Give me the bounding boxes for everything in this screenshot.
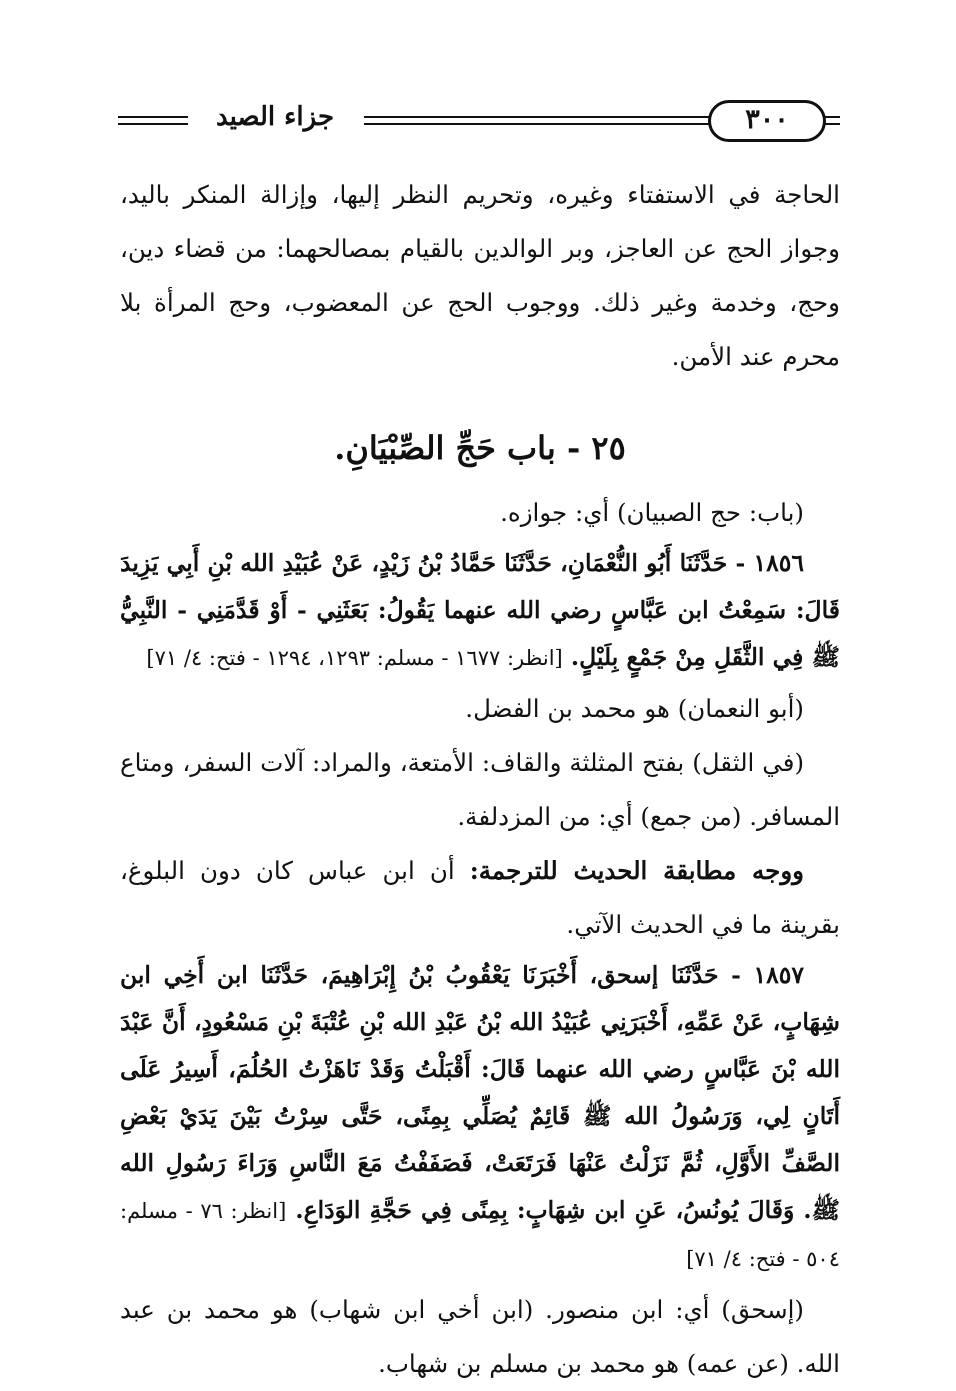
hadith-text: ١٨٥٧ - حَدَّثَنَا إسحق، أَخْبَرَنَا يَعْقُوبُ بْنُ إِبْرَاهِيمَ، حَدَّثَنَا ابن أَخِي ابن شِهَابٍ، عَنْ عَمِّهِ، أَخْبَرَنِي عُبَيْدُ الله بْنُ عَبْدِ الله بْنِ عُتْبَةَ بْنِ مَسْعُودٍ، أَنَّ عَبْدَ الله بْنَ عَبَّاسٍ رضي الله عنهما قَالَ: أَقْبَلْتُ وَقَدْ نَاهَزْتُ الحُلُمَ، أَسِيرُ عَلَى أَتَانٍ لِي، وَرَسُولُ الله ﷺ قَائِمٌ يُصَلِّي بِمِنًى، حَتَّى سِرْتُ بَيْنَ يَدَيْ بَعْضِ الصَّفِّ الأَوَّلِ، ثُمَّ نَزَلْتُ عَنْهَا فَرَتَعَتْ، فَصَفَفْتُ مَعَ النَّاسِ وَرَاءَ رَسُولِ الله ﷺ. وَقَالَ يُونُسُ، عَنِ ابن شِهَابٍ: بِمِنًى فِي حَجَّةِ الوَدَاعِ. (120, 961, 841, 1224)
commentary-paragraph: (إسحق) أي: ابن منصور. (ابن أخي ابن شهاب) هو محمد بن عبد الله. (عن عمه) هو محمد بن مسلم بن شهاب. (120, 1295, 840, 1378)
hadith-1856 (120, 540, 840, 682)
page-number-badge: ٣٠٠ (708, 100, 826, 142)
hadith-1857 (120, 952, 840, 1283)
header-rule-left (118, 116, 188, 125)
chapter-note: (باب: حج الصبيان) أي: جوازه. (500, 498, 804, 527)
hadith-reference: [انظر: ١٦٧٧ - مسلم: ١٢٩٣، ١٢٩٤ - فتح: ٤/ ٧١] (146, 646, 563, 670)
commentary-paragraph: (أبو النعمان) هو محمد بن الفضل. (465, 694, 804, 723)
match-text: أن ابن عباس كان دون البلوغ، بقرينة ما في الحديث الآتي. (120, 856, 840, 939)
header-rule-right (829, 116, 840, 125)
section-title: جزاء الصيد (215, 102, 335, 132)
hadith-text: ١٨٥٦ - حَدَّثَنَا أَبُو النُّعْمَانِ، حَدَّثَنَا حَمَّادُ بْنُ زَيْدٍ، عَنْ عُبَيْدِ الله بْنِ أَبِي يَزِيدَ قَالَ: سَمِعْتُ ابن عَبَّاسٍ رضي الله عنهما يَقُولُ: بَعَثَنِي - أَوْ قَدَّمَنِي - النَّبِيُّ ﷺ فِي الثَّقَلِ مِنْ جَمْعٍ بِلَيْلٍ. (120, 549, 840, 671)
hadith-reference: [انظر: ٧٦ - مسلم: ٥٠٤ - فتح: ٤/ ٧١] (120, 1199, 840, 1271)
intro-paragraph: الحاجة في الاستفتاء وغيره، وتحريم النظر إليها، وإزالة المنكر باليد، وجواز الحج عن العاجز، وبر الوالدين بالقيام بمصالحهما: من قضاء دين، وحج، وخدمة وغير ذلك. ووجوب الحج عن المعضوب، وحج المرأة بلا محرم عند الأمن. (120, 180, 840, 371)
chapter-heading: ٢٥ - باب حَجِّ الصِّبْيَانِ. (334, 429, 626, 467)
commentary-paragraph: (في الثقل) بفتح المثلثة والقاف: الأمتعة، والمراد: آلات السفر، ومتاع المسافر. (من جمع) أي: من المزدلفة. (120, 748, 840, 831)
page-body (120, 168, 840, 1391)
match-paragraph (120, 844, 840, 952)
running-header (118, 96, 840, 148)
match-label: ووجه مطابقة الحديث للترجمة: (469, 856, 804, 885)
